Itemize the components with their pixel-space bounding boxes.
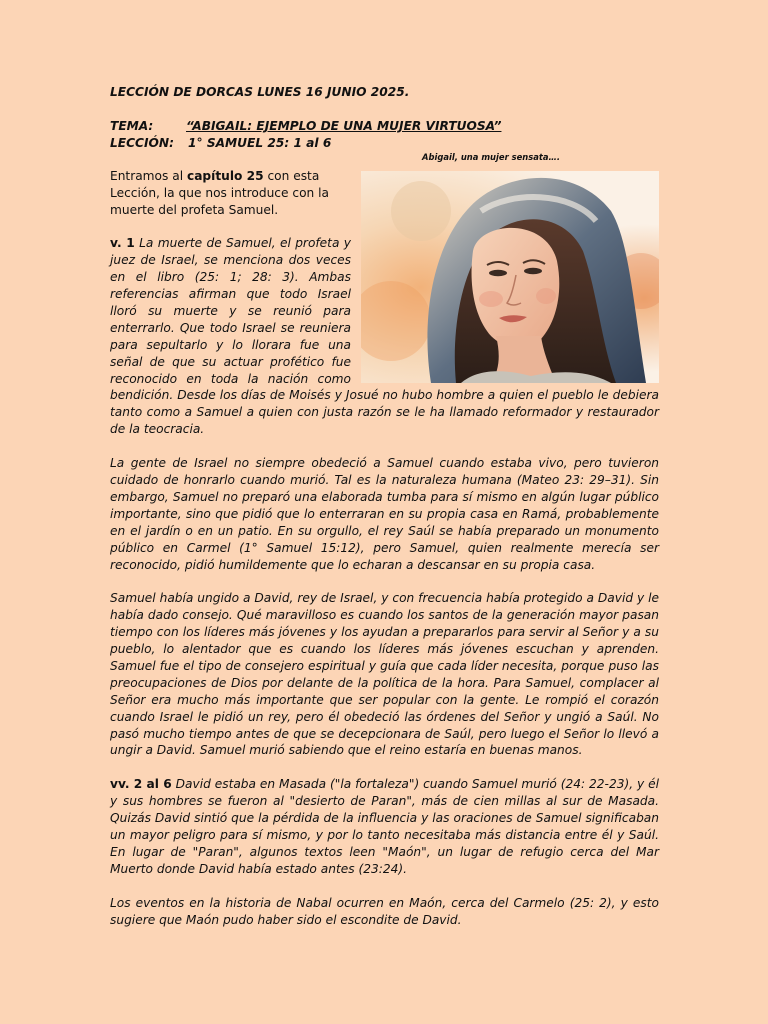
abigail-portrait-image (361, 171, 659, 383)
tema-value-text: “ABIGAIL: EJEMPLO DE UNA MUJER VIRTUOSA” (186, 118, 502, 133)
tema-value (186, 118, 501, 135)
lesson-document (110, 84, 659, 945)
verses2-6-text: David estaba en Masada ("la fortaleza") cuando Samuel murió (24: 22-23), y él y sus hombres se fueron al "desierto de Paran", más de cien millas al sur de Masada. Quizás David sintió que la pérdida de la influencia y las oraciones de Samuel significaban un mayor peligro para sí mismo, y por lo tanto necesitaba más distancia entre él y Saúl. En lugar de "Paran", algunos textos leen "Maón", un lugar de refugio cerca del Mar Muerto donde David había estado antes (23:24). (110, 777, 659, 876)
intro-chapter: capítulo 25 (186, 168, 264, 183)
verse1-text: La muerte de Samuel, el profeta y juez de Israel, se menciona dos veces en el libro (25: 1; 28: 3). Ambas referencias afirman que todo Israel lloró su muerte y se reunió para enterrarlo. Que todo Israel se reuniera para sepultarlo y lo llorara fue una señal de que su actuar profético fue reconocido en toda la nación como bendición. Desde los días de Moisés y Josué no hubo hombre a quien el pueblo le debiera tanto como a Samuel a quien con justa razón se le ha llamado reformador y restaurador de la teocracia. (110, 236, 659, 437)
leccion-row (110, 135, 659, 152)
leccion-value: 1° SAMUEL 25: 1 al 6 (188, 135, 332, 150)
verses2-6-label: vv. 2 al 6 (110, 777, 172, 792)
verses2-6-paragraph (110, 776, 659, 877)
paragraph-nabal: Los eventos en la historia de Nabal ocurren en Maón, cerca del Carmelo (25: 2), y esto sugiere que Maón pudo haber sido el escondite de David. (110, 895, 659, 927)
lesson-title: LECCIÓN DE DORCAS LUNES 16 JUNIO 2025. (110, 85, 410, 99)
paragraph-samuel-david: Samuel había ungido a David, rey de Israel, y con frecuencia había protegido a David y le había dado consejo. Qué maravilloso es cuando los santos de la generación mayor pasan tiempo con los líderes más jóvenes y los ayudan a prepararlos para servir al Señor y a su pueblo, lo alentador que es cuando los líderes más jóvenes escuchan y aprenden. Samuel fue el tipo de consejero espiritual y guía que cada líder necesita, porque puso las preocupaciones de Dios por delante de la política de la hora. Para Samuel, complacer al Señor era mucho más importante que ser popular con la gente. Le rompió el corazón cuando Israel le pidió un rey, pero él obedeció las órdenes del Señor y ungió a Saúl. No pasó mucho tiempo antes de que se decepcionara de Saúl, pero luego el Señor lo llevó a ungir a David. Samuel murió sabiendo que el reino estaría en buenas manos. (110, 591, 659, 758)
paragraph-israel: La gente de Israel no siempre obedeció a Samuel cuando estaba vivo, pero tuvieron cuidado de honrarlo cuando murió. Tal es la naturaleza humana (Mateo 23: 29–31). Sin embargo, Samuel no preparó una elaborada tumba para sí mismo en algún lugar público importante, sino que pidió que lo enterraran en su propia casa en Ramá, probablemente en el jardín o en un patio. En su orgullo, el rey Saúl se había preparado un monumento público en Carmel (1° Samuel 15:12), pero Samuel, quien realmente merecía ser reconocido, pidió humildemente que lo echaran a descansar en su propia casa. (110, 456, 659, 572)
intro-pre: Entramos al (110, 168, 187, 183)
verse1-label: v. 1 (110, 236, 135, 251)
intro-post: con esta Lección, la que nos introduce con la muerte del profeta Samuel. (110, 168, 329, 217)
tema-row (110, 118, 659, 135)
tema-label: TEMA: (110, 118, 154, 133)
leccion-label: LECCIÓN: (110, 135, 174, 150)
image-caption: Abigail, una mujer sensata…. (422, 151, 561, 162)
